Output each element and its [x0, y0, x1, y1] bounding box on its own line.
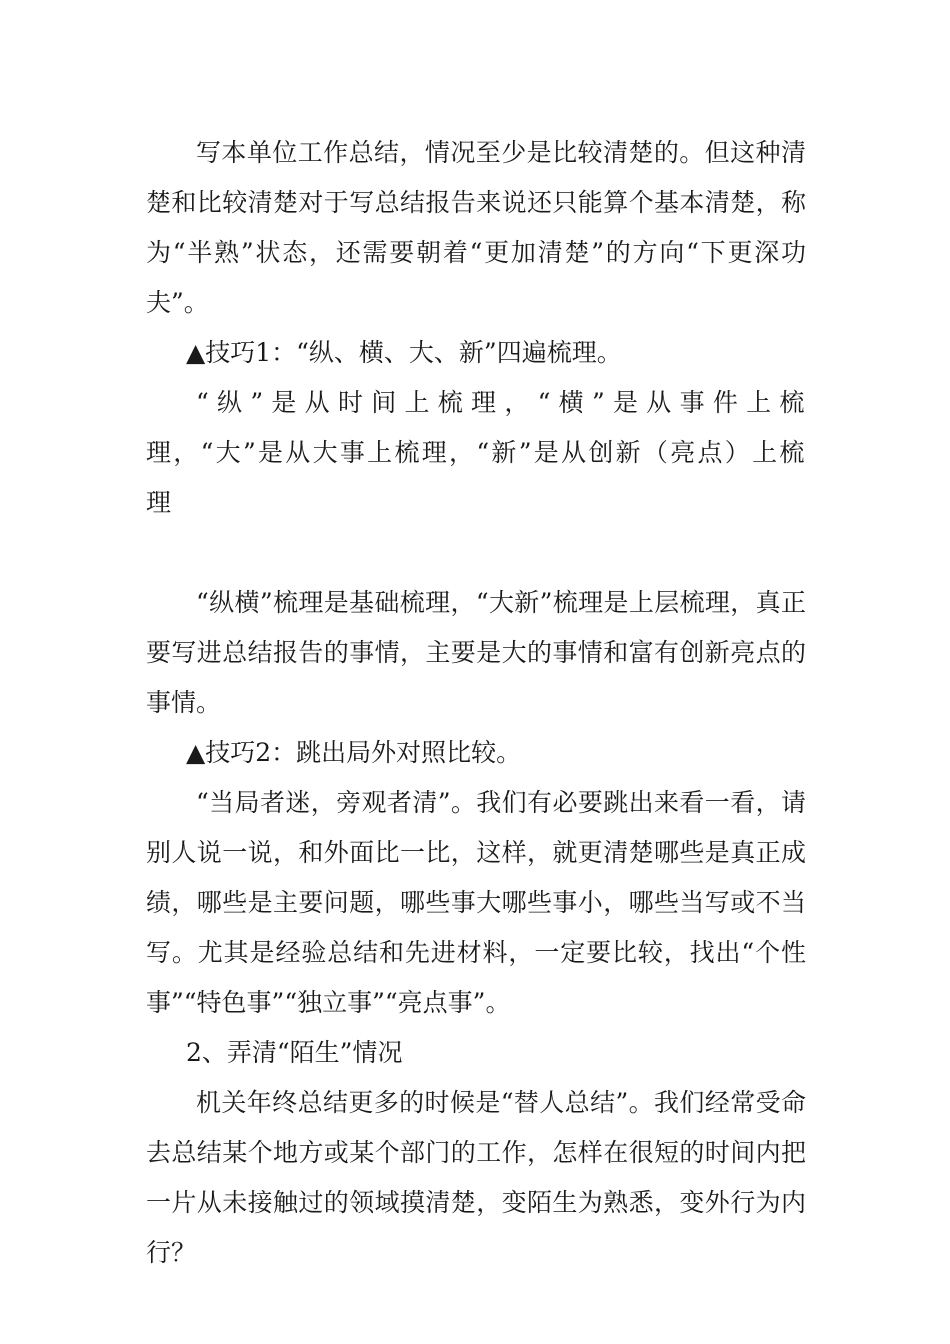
paragraph-tip-1-detail: “纵”是从时间上梳理，“横”是从事件上梳理，“大”是从大事上梳理，“新”是从创新（亮点）上梳理 — [146, 388, 806, 517]
document-body — [146, 128, 806, 1278]
paragraph-tip-1-heading: ▲技巧1：“纵、横、大、新”四遍梳理。 — [186, 338, 622, 367]
paragraph-intro: 写本单位工作总结，情况至少是比较清楚的。但这种清楚和比较清楚对于写总结报告来说还只能算个基本清楚，称为“半熟”状态，还需要朝着“更加清楚”的方向“下更深功夫”。 — [146, 138, 806, 317]
section-heading-2: 2、弄清“陌生”情况 — [186, 1038, 403, 1067]
paragraph-section-2-intro: 机关年终总结更多的时候是“替人总结”。我们经常受命去总结某个地方或某个部门的工作，怎样在很短的时间内把一片从未接触过的领域摸清楚，变陌生为熟悉，变外行为内行？ — [146, 1088, 806, 1267]
paragraph-tip-2-heading: ▲技巧2：跳出局外对照比较。 — [186, 738, 522, 767]
paragraph-tip-1-summary: “纵横”梳理是基础梳理，“大新”梳理是上层梳理，真正要写进总结报告的事情，主要是大的事情和富有创新亮点的事情。 — [146, 588, 806, 717]
paragraph-tip-2-detail: “当局者迷，旁观者清”。我们有必要跳出来看一看，请别人说一说，和外面比一比，这样，就更清楚哪些是真正成绩，哪些是主要问题，哪些事大哪些事小，哪些当写或不当写。尤其是经验总结和先进材料，一定要比较，找出“个性事”“特色事”“独立事”“亮点事”。 — [146, 788, 806, 1017]
